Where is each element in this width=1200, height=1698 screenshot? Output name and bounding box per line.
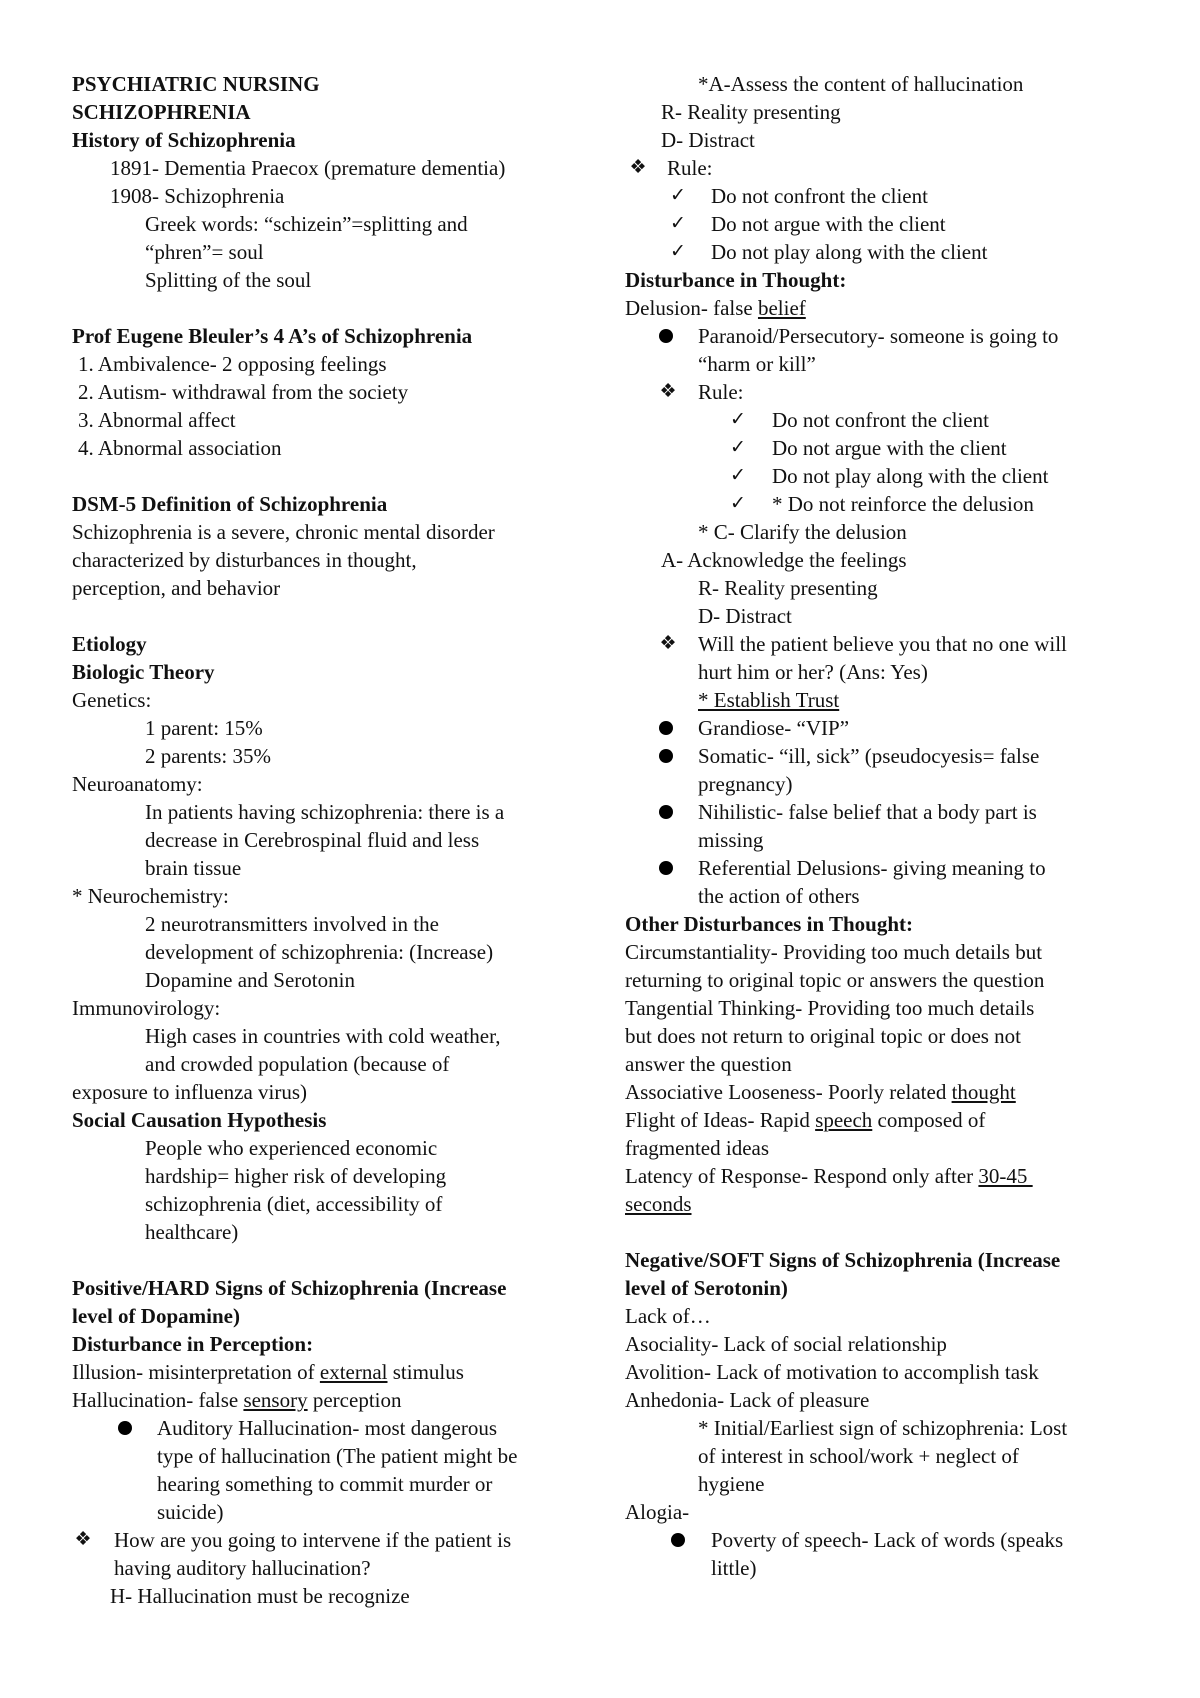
latency-line-2: seconds	[625, 1192, 692, 1216]
bullet-dot-icon	[659, 861, 673, 875]
checkmark-icon: ✓	[670, 241, 686, 262]
diamond-bullet-icon: ❖	[659, 633, 677, 654]
positive-signs-heading-2: level of Dopamine)	[72, 1304, 240, 1328]
biologic-heading: Biologic Theory	[72, 660, 215, 684]
harp-r-line: R- Reality presenting	[661, 100, 841, 124]
bullet-dot-icon	[659, 329, 673, 343]
right-column	[625, 70, 1145, 1582]
neurochemistry-line-3: Dopamine and Serotonin	[145, 968, 355, 992]
will-line-2: hurt him or her? (Ans: Yes)	[698, 660, 928, 684]
lack-of-label: Lack of…	[625, 1304, 711, 1328]
neuroanatomy-line-1: In patients having schizophrenia: there is a	[145, 800, 505, 824]
tangential-line-3: answer the question	[625, 1052, 792, 1076]
avolition-line: Avolition- Lack of motivation to accomplish task	[625, 1360, 1039, 1384]
other-thought-heading: Other Disturbances in Thought:	[625, 912, 914, 936]
immunovirology-label: Immunovirology:	[72, 996, 221, 1020]
negative-signs-heading-1: Negative/SOFT Signs of Schizophrenia (Increase	[625, 1248, 1061, 1272]
checkmark-icon: ✓	[730, 465, 746, 486]
rule-check-item: ✓ Do not argue with the client	[625, 210, 1145, 238]
tangential-line-2: but does not return to original topic or does not	[625, 1024, 1022, 1048]
dsm-heading: DSM-5 Definition of Schizophrenia	[72, 492, 388, 516]
bleuler-item: 1. Ambivalence- 2 opposing feelings	[78, 352, 387, 376]
social-line-3: schizophrenia (diet, accessibility of	[145, 1192, 443, 1216]
carp-d-line: D- Distract	[698, 604, 792, 628]
referential-line-2: the action of others	[698, 884, 860, 908]
genetics-label: Genetics:	[72, 688, 152, 712]
immunovirology-line-3: exposure to influenza virus)	[72, 1080, 308, 1104]
circumstantiality-line-2: returning to original topic or answers the question	[625, 968, 1045, 992]
tangential-line-1: Tangential Thinking- Providing too much details	[625, 996, 1035, 1020]
social-line-2: hardship= higher risk of developing	[145, 1164, 447, 1188]
social-line-4: healthcare)	[145, 1220, 239, 1244]
harp-d-line: D- Distract	[661, 128, 755, 152]
harp-a-line: *A-Assess the content of hallucination	[698, 72, 1024, 96]
diamond-bullet-icon: ❖	[629, 157, 647, 178]
anhedonia-line: Anhedonia- Lack of pleasure	[625, 1388, 870, 1412]
neurochemistry-line-2: development of schizophrenia: (Increase)	[145, 940, 494, 964]
alogia-line: Alogia-	[625, 1500, 690, 1524]
doc-title-course: PSYCHIATRIC NURSING	[72, 72, 320, 96]
hallucination-line: Hallucination- false sensory perception	[72, 1388, 402, 1412]
bleuler-item: 4. Abnormal association	[78, 436, 282, 460]
initial-sign-line-3: hygiene	[698, 1472, 765, 1496]
history-heading: History of Schizophrenia	[72, 128, 296, 152]
checkmark-icon: ✓	[730, 409, 746, 430]
auditory-line-4: suicide)	[157, 1500, 224, 1524]
bullet-dot-icon	[659, 805, 673, 819]
delusion-line: Delusion- false belief	[625, 296, 806, 320]
auditory-line-2: type of hallucination (The patient might be	[157, 1444, 518, 1468]
neuroanatomy-line-2: decrease in Cerebrospinal fluid and less	[145, 828, 480, 852]
checkmark-icon: ✓	[670, 185, 686, 206]
bullet-dot-icon	[659, 749, 673, 763]
rule-bullet: ❖ Rule:	[625, 154, 1145, 182]
history-1908: 1908- Schizophrenia	[110, 184, 285, 208]
bleuler-heading: Prof Eugene Bleuler’s 4 A’s of Schizophrenia	[72, 324, 473, 348]
diamond-bullet-icon: ❖	[659, 381, 677, 402]
doc-title-topic: SCHIZOPHRENIA	[72, 100, 251, 124]
diamond-bullet-icon: ❖	[74, 1529, 92, 1550]
rule2-check-item: ✓ Do not confront the client	[625, 406, 1145, 434]
immunovirology-line-1: High cases in countries with cold weather,	[145, 1024, 501, 1048]
harp-h-line: H- Hallucination must be recognize	[110, 1584, 410, 1608]
rule2-check-item: ✓ Do not argue with the client	[625, 434, 1145, 462]
rule2-check-item: ✓ Do not play along with the client	[625, 462, 1145, 490]
thought-heading: Disturbance in Thought:	[625, 268, 847, 292]
greek-line-3: Splitting of the soul	[145, 268, 312, 292]
carp-c-line: * C- Clarify the delusion	[698, 520, 907, 544]
greek-line-1: Greek words: “schizein”=splitting and	[145, 212, 468, 236]
initial-sign-line-1: * Initial/Earliest sign of schizophrenia: Lost	[698, 1416, 1068, 1440]
bullet-dot-icon	[659, 721, 673, 735]
etiology-heading: Etiology	[72, 632, 147, 656]
poverty-line-2: little)	[711, 1556, 757, 1580]
genetics-two-parents: 2 parents: 35%	[145, 744, 271, 768]
neurochemistry-label: * Neurochemistry:	[72, 884, 229, 908]
referential-bullet: Referential Delusions- giving meaning to	[625, 854, 1145, 882]
neurochemistry-line-1: 2 neurotransmitters involved in the	[145, 912, 439, 936]
will-bullet: ❖ Will the patient believe you that no one will	[625, 630, 1145, 658]
immunovirology-line-2: and crowded population (because of	[145, 1052, 450, 1076]
bleuler-item: 3. Abnormal affect	[78, 408, 236, 432]
paranoid-line-2: “harm or kill”	[698, 352, 816, 376]
poverty-bullet: Poverty of speech- Lack of words (speaks	[625, 1526, 1145, 1554]
associative-line: Associative Looseness- Poorly related thought	[625, 1080, 1016, 1104]
social-causation-heading: Social Causation Hypothesis	[72, 1108, 327, 1132]
positive-signs-heading-1: Positive/HARD Signs of Schizophrenia (Increase	[72, 1276, 507, 1300]
greek-line-2: “phren”= soul	[145, 240, 264, 264]
rule-check-item: ✓ Do not play along with the client	[625, 238, 1145, 266]
somatic-bullet: Somatic- “ill, sick” (pseudocyesis= false	[625, 742, 1145, 770]
neuroanatomy-line-3: brain tissue	[145, 856, 242, 880]
carp-a-line: A- Acknowledge the feelings	[661, 548, 907, 572]
bleuler-item: 2. Autism- withdrawal from the society	[78, 380, 409, 404]
nihilistic-line-2: missing	[698, 828, 764, 852]
neuroanatomy-label: Neuroanatomy:	[72, 772, 203, 796]
establish-trust: * Establish Trust	[698, 688, 840, 712]
rule2-bullet: ❖ Rule:	[625, 378, 1145, 406]
dsm-line-3: perception, and behavior	[72, 576, 281, 600]
perception-heading: Disturbance in Perception:	[72, 1332, 314, 1356]
genetics-one-parent: 1 parent: 15%	[145, 716, 263, 740]
initial-sign-line-2: of interest in school/work + neglect of	[698, 1444, 1019, 1468]
bullet-dot-icon	[118, 1421, 132, 1435]
flight-line-2: fragmented ideas	[625, 1136, 770, 1160]
left-column	[72, 70, 602, 1610]
checkmark-icon: ✓	[670, 213, 686, 234]
somatic-line-2: pregnancy)	[698, 772, 793, 796]
paranoid-bullet: Paranoid/Persecutory- someone is going to	[625, 322, 1145, 350]
illusion-line: Illusion- misinterpretation of external stimulus	[72, 1360, 464, 1384]
latency-line-1: Latency of Response- Respond only after 30-45	[625, 1164, 1033, 1188]
checkmark-icon: ✓	[730, 493, 746, 514]
flight-line-1: Flight of Ideas- Rapid speech composed of	[625, 1108, 986, 1132]
auditory-line-3: hearing something to commit murder or	[157, 1472, 493, 1496]
dsm-line-2: characterized by disturbances in thought,	[72, 548, 417, 572]
rule-check-item: ✓ Do not confront the client	[625, 182, 1145, 210]
bullet-dot-icon	[671, 1533, 685, 1547]
checkmark-icon: ✓	[730, 437, 746, 458]
social-line-1: People who experienced economic	[145, 1136, 438, 1160]
auditory-bullet: Auditory Hallucination- most dangerous	[72, 1414, 602, 1442]
dsm-line-1: Schizophrenia is a severe, chronic mental disorder	[72, 520, 495, 544]
rule2-check-item: ✓ * Do not reinforce the delusion	[625, 490, 1145, 518]
circumstantiality-line-1: Circumstantiality- Providing too much details but	[625, 940, 1043, 964]
carp-r-line: R- Reality presenting	[698, 576, 878, 600]
question-line-2: having auditory hallucination?	[114, 1556, 371, 1580]
question-bullet: ❖ How are you going to intervene if the patient is	[72, 1526, 602, 1554]
history-1891: 1891- Dementia Praecox (premature dementia)	[110, 156, 506, 180]
asociality-line: Asociality- Lack of social relationship	[625, 1332, 947, 1356]
grandiose-bullet: Grandiose- “VIP”	[625, 714, 1145, 742]
negative-signs-heading-2: level of Serotonin)	[625, 1276, 788, 1300]
nihilistic-bullet: Nihilistic- false belief that a body part is	[625, 798, 1145, 826]
